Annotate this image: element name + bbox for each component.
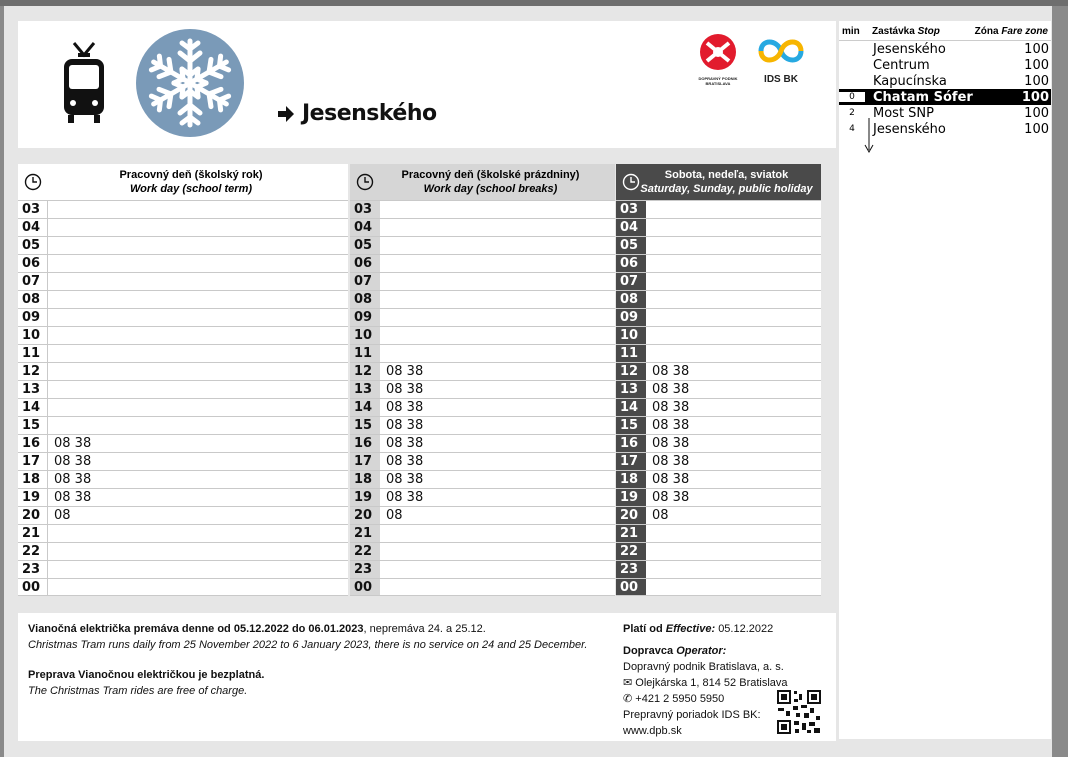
hour-label: 06 [350, 255, 380, 272]
operator-label: Dopravca [623, 645, 674, 657]
website-link[interactable]: www.dpb.sk [623, 725, 682, 737]
hour-row [616, 488, 821, 506]
hour-row [350, 290, 615, 308]
hour-label: 14 [616, 399, 646, 416]
hour-row [350, 452, 615, 470]
notes-panel [18, 613, 836, 741]
hour-row [616, 416, 821, 434]
hour-row [616, 254, 821, 272]
hour-row [18, 434, 348, 452]
hour-label: 00 [18, 579, 48, 595]
stop-name: Jesenského [873, 121, 946, 137]
hour-label: 13 [616, 381, 646, 398]
hour-row [350, 380, 615, 398]
qr-code[interactable] [776, 689, 822, 735]
hour-row [350, 362, 615, 380]
hour-row [350, 326, 615, 344]
hour-label: 23 [616, 561, 646, 578]
hour-label: 22 [350, 543, 380, 560]
hour-label: 20 [18, 507, 48, 524]
stops-header-zone: Zóna [974, 26, 999, 37]
departure-minutes: 08 [54, 508, 71, 523]
hour-row [616, 470, 821, 488]
hour-label: 09 [350, 309, 380, 326]
hour-row [350, 254, 615, 272]
hour-label: 22 [18, 543, 48, 560]
hour-label: 07 [616, 273, 646, 290]
hour-label: 20 [616, 507, 646, 524]
hour-label: 17 [350, 453, 380, 470]
hour-row [18, 398, 348, 416]
hour-row [350, 344, 615, 362]
hour-label: 21 [350, 525, 380, 542]
stops-header-zone-en: Fare zone [1001, 26, 1048, 37]
stop-row-current [839, 89, 1051, 105]
stop-min: 4 [849, 124, 855, 134]
stop-min: 0 [839, 92, 865, 102]
operator-phone: +421 2 5950 5950 [635, 693, 725, 705]
hour-label: 03 [350, 201, 380, 218]
hour-label: 17 [18, 453, 48, 470]
note-free: Preprava Vianočnou električkou je bezplatná. [28, 669, 265, 681]
hour-label: 04 [616, 219, 646, 236]
hour-row [18, 380, 348, 398]
ids-bk-logo [753, 33, 809, 85]
hour-row [616, 344, 821, 362]
service-notes [28, 621, 608, 699]
hour-row [18, 524, 348, 542]
hour-row [616, 236, 821, 254]
hour-label: 05 [350, 237, 380, 254]
hour-label: 11 [18, 345, 48, 362]
column-header [18, 164, 348, 200]
hour-row [616, 398, 821, 416]
hour-row [350, 398, 615, 416]
hour-label: 08 [350, 291, 380, 308]
ids-rules-label: Prepravný poriadok IDS BK: [623, 709, 761, 721]
hour-row [616, 290, 821, 308]
stop-zone: 100 [1024, 121, 1049, 137]
hour-row [350, 236, 615, 254]
hour-label: 11 [350, 345, 380, 362]
hour-label: 16 [350, 435, 380, 452]
hour-row [18, 506, 348, 524]
hour-row [350, 308, 615, 326]
hour-label: 10 [350, 327, 380, 344]
hour-row [350, 434, 615, 452]
stop-name: Most SNP [873, 105, 934, 121]
departure-minutes: 08 38 [652, 364, 690, 379]
stops-header [839, 21, 1051, 41]
hour-row [616, 218, 821, 236]
column-weekend-holiday [616, 164, 821, 596]
departure-minutes: 08 38 [652, 400, 690, 415]
hour-row [18, 236, 348, 254]
departure-minutes: 08 38 [54, 436, 92, 451]
note-free-en: The Christmas Tram rides are free of charge. [28, 685, 248, 697]
hour-label: 23 [350, 561, 380, 578]
stop-zone: 100 [1024, 57, 1049, 73]
hour-row [616, 326, 821, 344]
hour-row [350, 470, 615, 488]
note-exception: , nepremáva 24. a 25.12. [363, 623, 486, 635]
column-subtitle: Saturday, Sunday, public holiday [640, 183, 813, 195]
stop-zone: 100 [1024, 41, 1049, 57]
hour-label: 08 [616, 291, 646, 308]
column-header [616, 164, 821, 200]
hour-rows [616, 200, 821, 596]
hour-row [350, 272, 615, 290]
stop-name: Centrum [873, 57, 930, 73]
arrow-right-icon [278, 106, 294, 122]
stop-name: Jesenského [873, 41, 946, 57]
hour-row [18, 470, 348, 488]
operator-label-en: Operator: [676, 645, 727, 657]
hour-row [350, 488, 615, 506]
hour-label: 22 [616, 543, 646, 560]
departure-minutes: 08 38 [54, 472, 92, 487]
hour-row [616, 542, 821, 560]
hour-label: 09 [616, 309, 646, 326]
hour-label: 04 [350, 219, 380, 236]
hour-label: 18 [350, 471, 380, 488]
hour-row [616, 452, 821, 470]
hour-label: 10 [18, 327, 48, 344]
destination [278, 101, 437, 126]
dpb-logo-icon [699, 33, 737, 71]
departure-minutes: 08 [652, 508, 669, 523]
hour-label: 13 [18, 381, 48, 398]
hour-rows [350, 200, 615, 596]
departure-minutes: 08 38 [386, 400, 424, 415]
column-title: Pracovný deň (školské prázdniny) [401, 169, 580, 181]
stops-header-stop-en: Stop [917, 26, 940, 37]
column-title: Sobota, nedeľa, sviatok [664, 169, 789, 181]
stop-zone: 100 [1024, 105, 1049, 121]
hour-label: 08 [18, 291, 48, 308]
departure-minutes: 08 38 [386, 436, 424, 451]
ids-bk-logo-text: IDS BK [764, 74, 798, 85]
hour-label: 12 [350, 363, 380, 380]
hour-label: 15 [350, 417, 380, 434]
stops-header-min: min [842, 26, 860, 37]
hour-label: 09 [18, 309, 48, 326]
direction-arrow-icon [864, 118, 874, 154]
hour-label: 00 [616, 579, 646, 595]
departure-minutes: 08 38 [386, 472, 424, 487]
departure-minutes: 08 38 [652, 454, 690, 469]
hour-label: 06 [616, 255, 646, 272]
hour-label: 07 [350, 273, 380, 290]
hour-label: 21 [616, 525, 646, 542]
hour-row [616, 200, 821, 218]
hour-row [616, 380, 821, 398]
hour-row [18, 542, 348, 560]
hour-row [18, 200, 348, 218]
stop-name: Kapucínska [873, 73, 947, 89]
hour-label: 23 [18, 561, 48, 578]
hour-row [616, 560, 821, 578]
hour-row [350, 578, 615, 596]
hour-row [350, 560, 615, 578]
operator-name: Dopravný podnik Bratislava, a. s. [623, 661, 784, 673]
hour-row [18, 254, 348, 272]
hour-row [18, 560, 348, 578]
hour-label: 13 [350, 381, 380, 398]
hour-label: 10 [616, 327, 646, 344]
hour-label: 06 [18, 255, 48, 272]
hour-row [616, 308, 821, 326]
hour-row [18, 272, 348, 290]
hour-label: 20 [350, 507, 380, 524]
hour-row [18, 326, 348, 344]
stop-row [839, 41, 1051, 57]
ids-bk-logo-icon [755, 33, 807, 69]
hour-label: 03 [616, 201, 646, 218]
hour-row [18, 452, 348, 470]
hour-label: 16 [18, 435, 48, 452]
hour-label: 19 [18, 489, 48, 506]
departure-minutes: 08 38 [652, 382, 690, 397]
hour-label: 19 [616, 489, 646, 506]
hour-row [18, 488, 348, 506]
departure-minutes: 08 38 [652, 490, 690, 505]
phone-icon: ✆ [623, 693, 633, 705]
clock-icon [24, 173, 42, 191]
column-workday-breaks [350, 164, 615, 596]
hour-label: 14 [18, 399, 48, 416]
stop-min: 2 [849, 108, 855, 118]
hour-label: 21 [18, 525, 48, 542]
valid-date: 05.12.2022 [718, 623, 774, 635]
hour-row [18, 218, 348, 236]
hour-row [616, 578, 821, 596]
valid-label: Platí od [623, 623, 663, 635]
hour-label: 16 [616, 435, 646, 452]
valid-label-en: Effective: [665, 623, 716, 635]
departure-minutes: 08 38 [386, 490, 424, 505]
stop-row [839, 73, 1051, 89]
dpb-logo-text: DOPRAVNÝ PODNIK BRATISLAVA [698, 76, 738, 86]
stop-name: Chatam Sófer [873, 89, 973, 105]
hour-row [18, 362, 348, 380]
hour-label: 15 [616, 417, 646, 434]
hour-label: 19 [350, 489, 380, 506]
hour-row [616, 524, 821, 542]
departure-minutes: 08 38 [652, 418, 690, 433]
tram-icon [60, 41, 108, 125]
hour-row [18, 578, 348, 596]
hour-label: 15 [18, 417, 48, 434]
hour-row [350, 200, 615, 218]
hour-row [616, 506, 821, 524]
departure-minutes: 08 38 [54, 490, 92, 505]
departure-minutes: 08 [386, 508, 403, 523]
hour-label: 18 [616, 471, 646, 488]
note-dates: Vianočná električka premáva denne od 05.12.2022 do 06.01.2023 [28, 623, 364, 635]
hour-row [350, 416, 615, 434]
hour-row [350, 218, 615, 236]
hour-label: 05 [616, 237, 646, 254]
departure-minutes: 08 38 [652, 472, 690, 487]
stops-header-stop: Zastávka [872, 26, 915, 37]
hour-label: 17 [616, 453, 646, 470]
hour-row [18, 290, 348, 308]
hour-row [18, 416, 348, 434]
hour-label: 11 [616, 345, 646, 362]
hour-label: 03 [18, 201, 48, 218]
envelope-icon: ✉ [623, 677, 633, 689]
column-subtitle: Work day (school term) [129, 183, 253, 195]
dpb-logo [696, 33, 740, 85]
clock-icon [622, 173, 640, 191]
departure-minutes: 08 38 [386, 418, 424, 433]
departure-minutes: 08 38 [386, 382, 424, 397]
note-dates-en: Christmas Tram runs daily from 25 November 2022 to 6 January 2023, there is no service on 24 and 25 December. [28, 639, 588, 651]
hour-row [616, 362, 821, 380]
departure-minutes: 08 38 [54, 454, 92, 469]
hour-label: 18 [18, 471, 48, 488]
hour-row [18, 308, 348, 326]
departure-minutes: 08 38 [652, 436, 690, 451]
hour-row [350, 506, 615, 524]
column-subtitle: Work day (school breaks) [423, 183, 558, 195]
hour-label: 00 [350, 579, 380, 595]
hour-row [350, 542, 615, 560]
header-panel [18, 21, 836, 148]
stops-panel [839, 21, 1051, 739]
hour-row [616, 434, 821, 452]
clock-icon [356, 173, 374, 191]
departure-minutes: 08 38 [386, 364, 424, 379]
stop-zone: 100 [1024, 73, 1049, 89]
hour-label: 05 [18, 237, 48, 254]
hour-label: 04 [18, 219, 48, 236]
hour-row [616, 272, 821, 290]
stop-row [839, 57, 1051, 73]
hour-row [18, 344, 348, 362]
column-header [350, 164, 615, 200]
column-title: Pracovný deň (školský rok) [119, 169, 263, 181]
snowflake-icon [136, 29, 244, 137]
column-workday-school [18, 164, 348, 596]
operator-address: Olejkárska 1, 814 52 Bratislava [635, 677, 788, 689]
hour-rows [18, 200, 348, 596]
hour-label: 12 [616, 363, 646, 380]
stop-zone: 100 [1021, 89, 1049, 105]
destination-name: Jesenského [302, 101, 437, 126]
departure-minutes: 08 38 [386, 454, 424, 469]
hour-label: 12 [18, 363, 48, 380]
hour-label: 07 [18, 273, 48, 290]
hour-row [350, 524, 615, 542]
hour-label: 14 [350, 399, 380, 416]
